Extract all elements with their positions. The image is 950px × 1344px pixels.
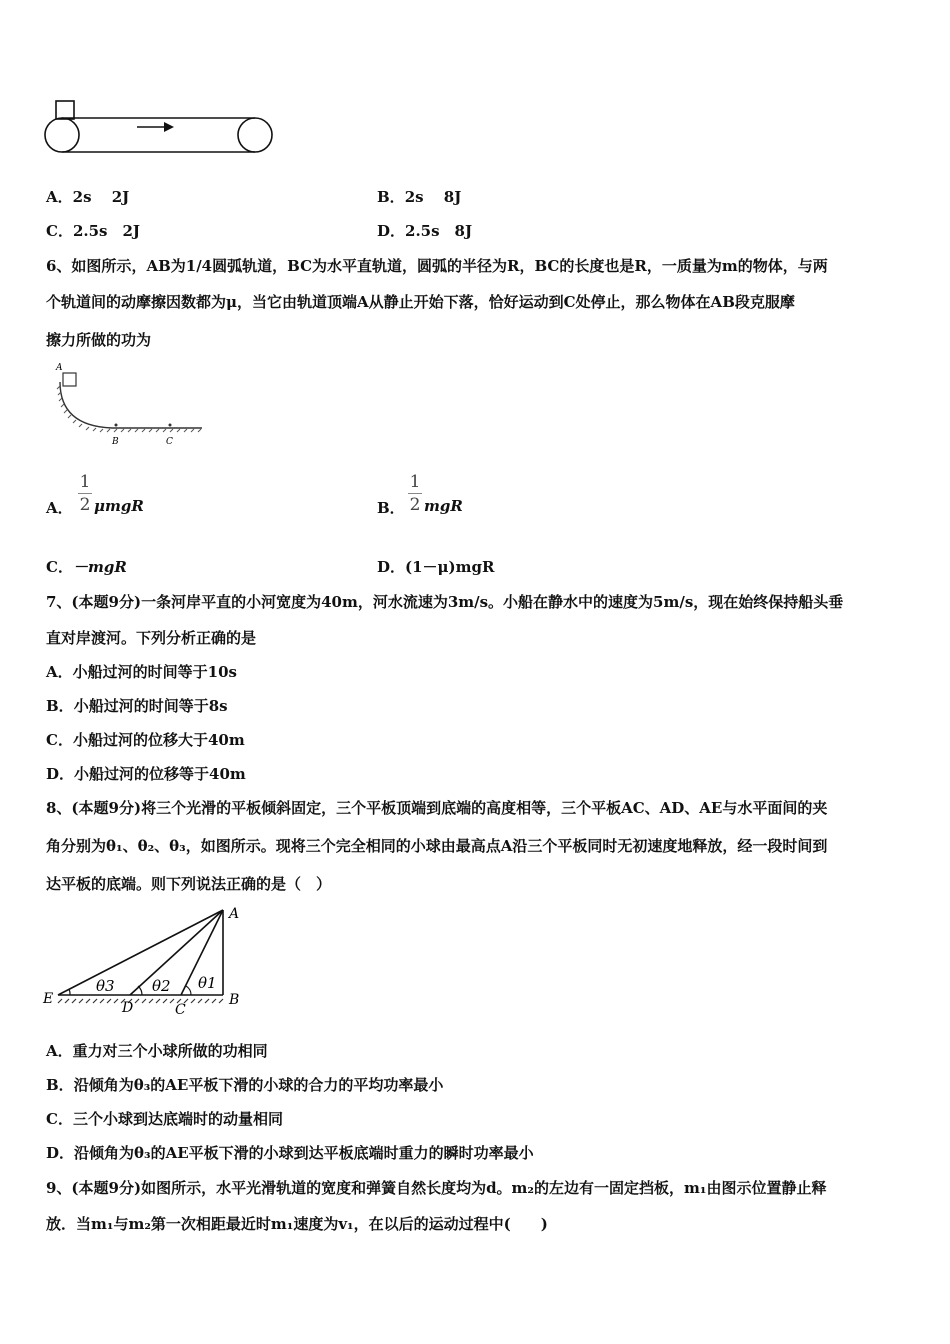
q8-stem-line2: 角分别为θ₁、θ₂、θ₃，如图所示。现将三个完全相同的小球由最高点A沿三个平板同时无初速度地释放，经一段时间到	[46, 837, 828, 855]
label-c: C	[175, 1002, 186, 1018]
q6-option-a-fraction: $\frac{1}{2}$	[79, 472, 91, 515]
label-b: B	[112, 437, 119, 447]
q6-option-a[interactable]: A．	[46, 499, 73, 517]
q6-option-b[interactable]: B．	[377, 499, 405, 517]
q8-stem-line3: 达平板的底端。则下列说法正确的是（ ）	[46, 875, 332, 893]
q8-option-b[interactable]: B．沿倾角为θ₃的AE平板下滑的小球的合力的平均功率最小	[46, 1076, 444, 1094]
label-theta3: θ3	[96, 977, 115, 995]
label-theta1: θ1	[198, 974, 217, 992]
q5-option-c[interactable]: C．2.5s 2J	[46, 222, 141, 240]
q6-stem-line3: 擦力所做的功为	[46, 331, 152, 349]
q6-option-a-text: μmgR	[94, 497, 144, 515]
q6-option-d[interactable]: D．(1－μ)mgR	[377, 558, 495, 576]
label-a: A	[56, 363, 63, 373]
right-roller	[238, 118, 272, 152]
q5-option-d[interactable]: D．2.5s 8J	[377, 222, 473, 240]
q9-stem-line2: 放．当m₁与m₂第一次相距最近时m₁速度为v₁，在以后的运动过程中( )	[46, 1215, 548, 1233]
q6-option-b-text: mgR	[424, 497, 463, 515]
label-b: B	[229, 992, 240, 1008]
arc-track	[60, 382, 202, 428]
q5-option-b[interactable]: B．2s 8J	[377, 188, 462, 206]
q7-option-b[interactable]: B．小船过河的时间等于8s	[46, 697, 228, 715]
q7-stem-line1: 7、(本题9分)一条河岸平直的小河宽度为40m，河水流速为3m/s。小船在静水中的速度为5m/s，现在始终保持船头垂	[46, 593, 844, 611]
left-roller	[45, 118, 79, 152]
label-e: E	[43, 991, 54, 1007]
q8-option-a[interactable]: A．重力对三个小球所做的功相同	[46, 1042, 268, 1060]
inclined-planes-figure	[40, 900, 255, 1018]
q7-option-c[interactable]: C．小船过河的位移大于40m	[46, 731, 245, 749]
q8-option-c[interactable]: C．三个小球到达底端时的动量相同	[46, 1110, 283, 1128]
label-a: A	[229, 906, 240, 922]
q8-stem-line1: 8、(本题9分)将三个光滑的平板倾斜固定，三个平板顶端到底端的高度相等，三个平板AC、AD、AE与水平面间的夹	[46, 799, 828, 817]
q7-option-d[interactable]: D．小船过河的位移等于40m	[46, 765, 246, 783]
label-c: C	[166, 437, 173, 447]
q6-stem-line1: 6、如图所示，AB为1/4圆弧轨道，BC为水平直轨道，圆弧的半径为R，BC的长度也是R，一质量为m的物体，与两	[46, 257, 828, 275]
arc-track-figure	[52, 362, 212, 450]
q9-stem-line1: 9、(本题9分)如图所示，水平光滑轨道的宽度和弹簧自然长度均为d。m₂的左边有一固定挡板，m₁由图示位置静止释	[46, 1179, 827, 1197]
q6-option-b-fraction: $\frac{1}{2}$	[409, 472, 421, 515]
label-theta2: θ2	[152, 977, 171, 995]
q5-option-a[interactable]: A．2s 2J	[46, 188, 130, 206]
q6-stem-line2: 个轨道间的动摩擦因数都为μ，当它由轨道顶端A从静止开始下落，恰好运动到C处停止，那么物体在AB段克服摩	[46, 293, 795, 311]
conveyor-belt-figure	[40, 95, 280, 165]
label-d: D	[122, 1000, 134, 1016]
block	[56, 101, 74, 119]
q6-option-c[interactable]: C．－mgR	[46, 558, 127, 576]
q7-option-a[interactable]: A．小船过河的时间等于10s	[46, 663, 237, 681]
q8-option-d[interactable]: D．沿倾角为θ₃的AE平板下滑的小球到达平板底端时重力的瞬时功率最小	[46, 1144, 534, 1162]
q7-stem-line2: 直对岸渡河。下列分析正确的是	[46, 629, 257, 647]
block	[63, 373, 76, 386]
